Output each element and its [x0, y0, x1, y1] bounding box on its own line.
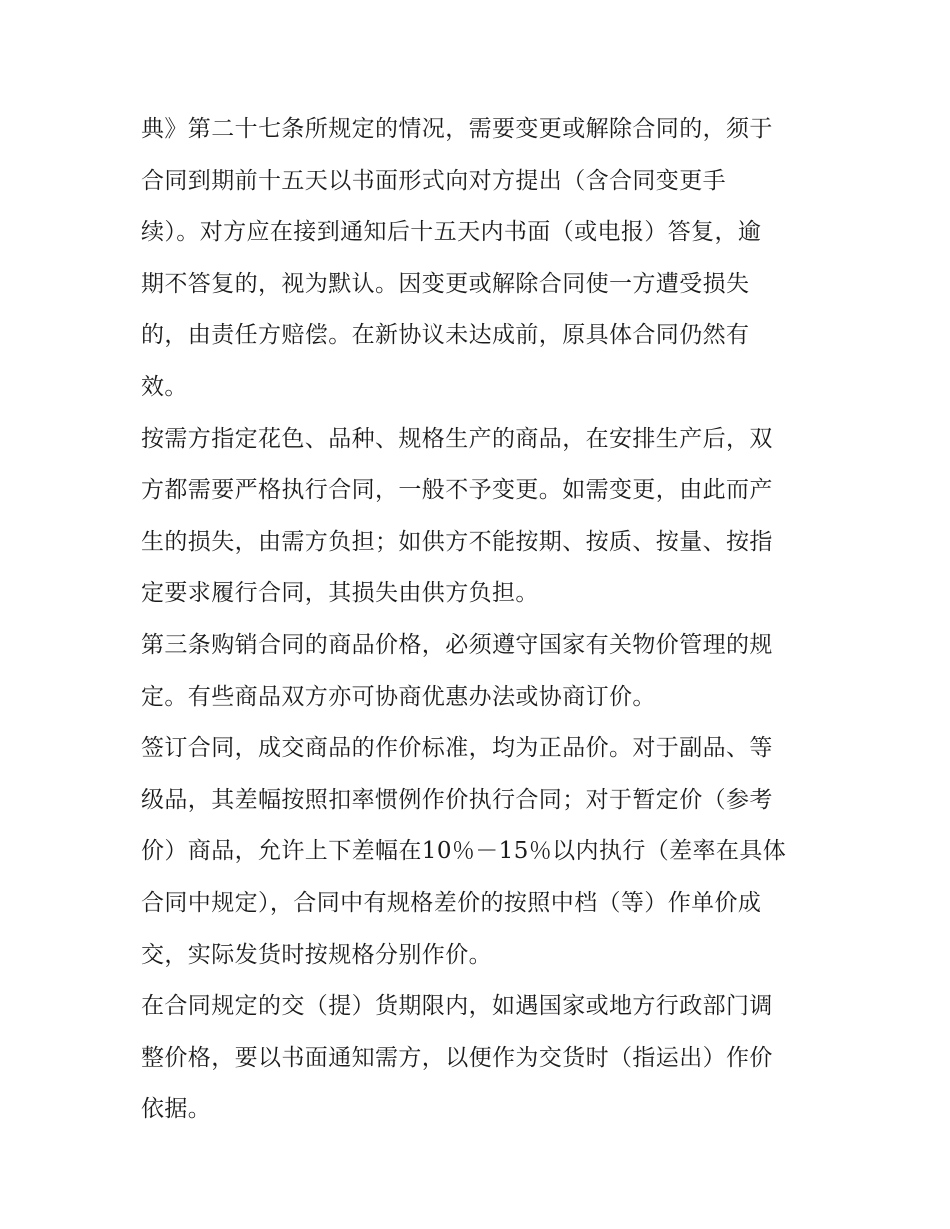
text-line: 价）商品，允许上下差幅在10％－15％以内执行（差率在具体 — [141, 838, 787, 865]
paragraph-price-adjustment — [141, 981, 813, 1136]
text-line: 第三条购销合同的商品价格，必须遵守国家有关物价管理的规 — [141, 631, 773, 658]
paragraph-specified-goods — [141, 414, 813, 620]
text-line: 签订合同，成交商品的作价标准，均为正品价。对于副品、等 — [141, 735, 773, 762]
text-line: 方都需要严格执行合同，一般不予变更。如需变更，由此而产 — [141, 477, 773, 504]
text-line: 按需方指定花色、品种、规格生产的商品，在安排生产后，双 — [141, 425, 773, 452]
text-line: 级品，其差幅按照扣率惯例作价执行合同；对于暂定价（参考 — [141, 786, 773, 813]
paragraph-article-three — [141, 620, 813, 723]
text-line: 效。 — [141, 373, 188, 400]
text-line: 定。有些商品双方亦可协商优惠办法或协商订价。 — [141, 683, 656, 710]
paragraph-contract-change — [141, 104, 813, 414]
text-line: 合同中规定），合同中有规格差价的按照中档（等）作单价成 — [141, 889, 762, 916]
paragraph-pricing-standard — [141, 723, 813, 981]
text-line: 生的损失，由需方负担；如供方不能按期、按质、按量、按指 — [141, 528, 773, 555]
text-line: 期不答复的，视为默认。因变更或解除合同使一方遭受损失 — [141, 270, 750, 297]
text-line: 的，由责任方赔偿。在新协议未达成前，原具体合同仍然有 — [141, 322, 750, 349]
document-body — [141, 104, 813, 1136]
text-line: 典》第二十七条所规定的情况，需要变更或解除合同的，须于 — [141, 116, 773, 142]
text-line: 续）。对方应在接到通知后十五天内书面（或电报）答复，逾 — [141, 219, 762, 246]
text-line: 依据。 — [141, 1096, 212, 1123]
text-line: 定要求履行合同，其损失由供方负担。 — [141, 580, 539, 607]
text-line: 交，实际发货时按规格分别作价。 — [141, 941, 492, 968]
text-line: 整价格，要以书面通知需方，以便作为交货时（指运出）作价 — [141, 1044, 773, 1071]
text-line: 在合同规定的交（提）货期限内，如遇国家或地方行政部门调 — [141, 993, 773, 1020]
text-line: 合同到期前十五天以书面形式向对方提出（含合同变更手 — [141, 167, 726, 194]
